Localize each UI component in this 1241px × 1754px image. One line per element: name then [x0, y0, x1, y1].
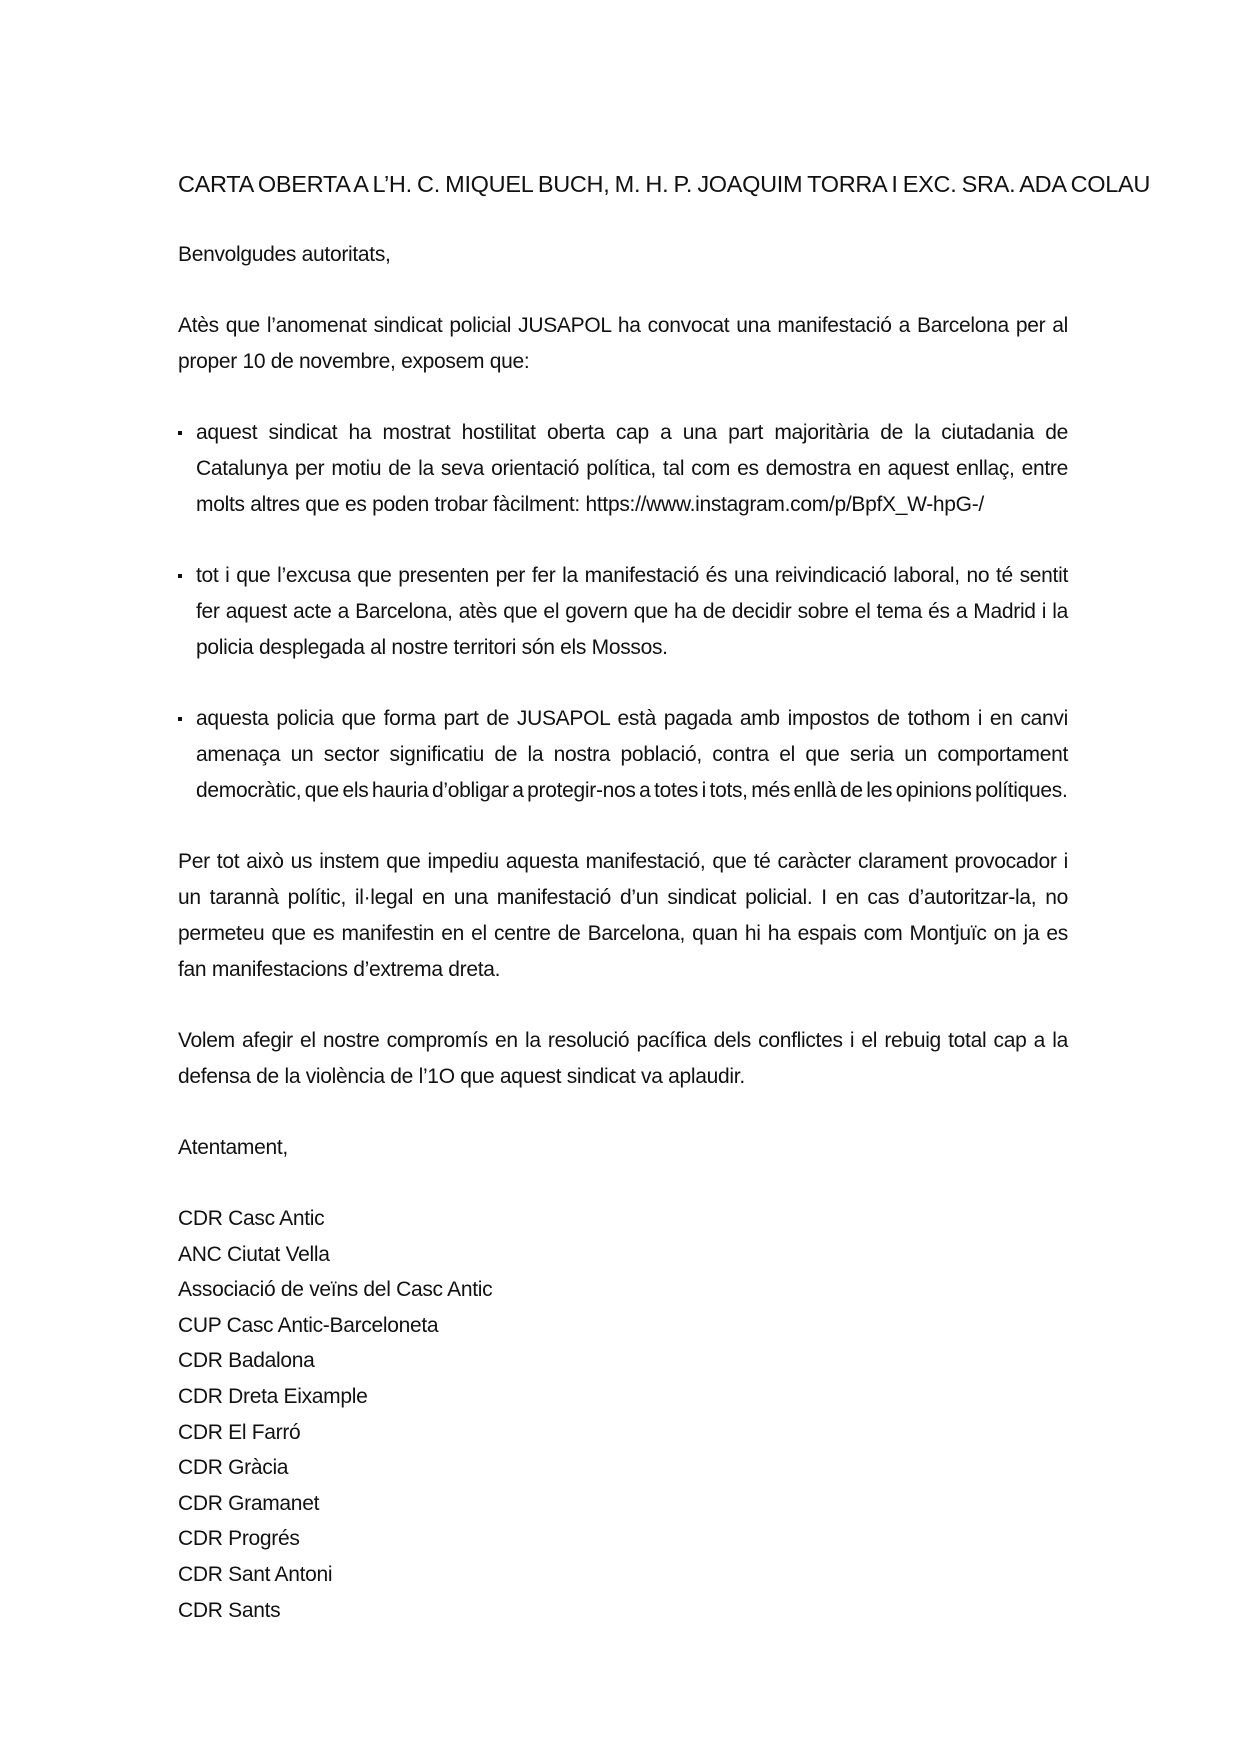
signatory: Associació de veïns del Casc Antic — [178, 1278, 493, 1302]
signatory: CDR Gràcia — [178, 1456, 289, 1480]
signatory: CDR Progrés — [178, 1527, 300, 1551]
bullet-icon — [178, 574, 182, 578]
signatory: CDR El Farró — [178, 1420, 301, 1444]
list-item — [178, 701, 1068, 809]
letter-signoff: Atentament, — [178, 1136, 288, 1159]
intro-paragraph: Atès que l’anomenat sindicat policial JUSAPOL ha convocat una manifestació a Barcelona per al proper 10 de novembre, exposem que: — [178, 314, 1068, 373]
request-paragraph: Per tot això us instem que impediu aquesta manifestació, que té caràcter clarament provocador i un tarannà polític, il·legal en una manifestació d’un sindicat policial. I en cas d’autoritzar-la, no permeteu que es manifestin en el centre de Barcelona, quan hi ha espais com Montjuïc on ja es fan manifestacions d’extrema dreta. — [178, 850, 1068, 981]
signatory: CDR Sant Antoni — [178, 1562, 333, 1586]
signatory: CDR Casc Antic — [178, 1207, 325, 1230]
signatory: ANC Ciutat Vella — [178, 1242, 330, 1266]
signatory: CDR Dreta Eixample — [178, 1384, 368, 1408]
signatories-list — [178, 1201, 1068, 1628]
signatory: CDR Gramanet — [178, 1491, 320, 1515]
signatory: CDR Badalona — [178, 1349, 315, 1373]
bullet-icon — [178, 431, 182, 435]
signatory: CUP Casc Antic-Barceloneta — [178, 1313, 439, 1337]
letter-body — [178, 166, 1151, 1628]
commitment-paragraph: Volem afegir el nostre compromís en la resolució pacífica dels conflictes i el rebuig total cap a la defensa de la violència de l’1O que aquest sindicat va aplaudir. — [178, 1029, 1068, 1088]
list-item — [178, 558, 1068, 666]
letter-title: CARTA OBERTA A L’H. C. MIQUEL BUCH, M. H. P. JOAQUIM TORRA I EXC. SRA. ADA COLAU — [178, 171, 1151, 197]
bullet-icon — [178, 717, 182, 721]
signatory: CDR Sants — [178, 1598, 281, 1622]
point-text: aquesta policia que forma part de JUSAPOL està pagada amb impostos de tothom i en canvi amenaça un sector significatiu de la nostra població, contra el que seria un comportament democràtic, que els hauria d’obligar a protegir-nos a totes i tots, més enllà de les opinions polítiques. — [196, 707, 1068, 802]
letter-greeting: Benvolgudes autoritats, — [178, 243, 391, 266]
point-text: aquest sindicat ha mostrat hostilitat oberta cap a una part majoritària de la ciutadania de Catalunya per motiu de la seva orientació política, tal com es demostra en aquest enllaç, entre molts altres que es poden trobar fàcilment: https://www.instagram.com/p/BpfX_W-hpG-/ — [196, 421, 1068, 516]
point-text: tot i que l’excusa que presenten per fer la manifestació és una reivindicació laboral, no té sentit fer aquest acte a Barcelona, atès que el govern que ha de decidir sobre el tema és a Madrid i la policia desplegada al nostre territori són els Mossos. — [196, 564, 1068, 659]
list-item — [178, 415, 1068, 523]
points-list — [178, 415, 1068, 809]
